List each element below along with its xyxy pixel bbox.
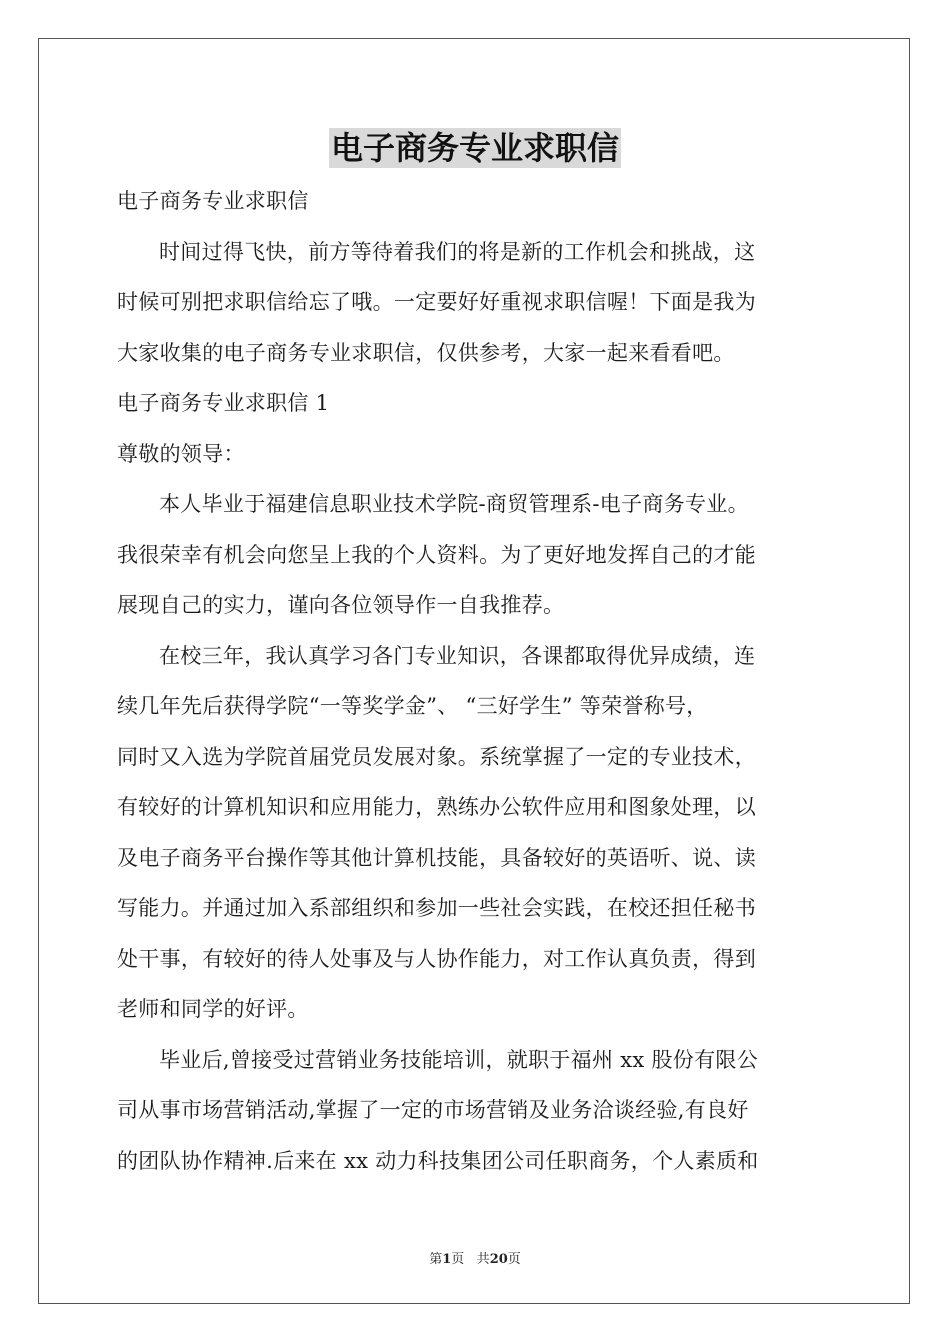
- body-line-2: 时间过得飞快，前方等待着我们的将是新的工作机会和挑战，这: [159, 239, 756, 264]
- body-line-16: 处干事，有较好的待人处事及与人协作能力，对工作认真负责，得到: [117, 946, 756, 971]
- page-footer: [0, 1248, 950, 1267]
- body-line-11: 续几年先后获得学院“一等奖学金”、 “三好学生” 等荣誉称号，: [117, 694, 708, 718]
- total-suffix: 页: [507, 1252, 521, 1267]
- body-line-14: 及电子商务平台操作等其他计算机技能，具备较好的英语听、说、读: [117, 845, 756, 870]
- body-line-4: 大家收集的电子商务专业求职信，仅供参考，大家一起来看看吧。: [117, 340, 735, 365]
- body-line-10: 在校三年，我认真学习各门专业知识，各课都取得优异成绩，连: [159, 643, 756, 668]
- page-number: 1: [442, 1252, 452, 1267]
- page-suffix: 页: [451, 1252, 465, 1267]
- body-line-19: 司从事市场营销活动,掌握了一定的市场营销及业务洽谈经验,有良好: [117, 1098, 749, 1122]
- document-title: 电子商务专业求职信: [330, 129, 619, 167]
- body-line-18: 毕业后,曾接受过营销业务技能培训，就职于福州 xx 股份有限公: [159, 1047, 759, 1072]
- body-line-7: 本人毕业于福建信息职业技术学院-商贸管理系-电子商务专业。: [159, 492, 749, 516]
- body-line-1: 电子商务专业求职信: [117, 189, 309, 213]
- total-prefix: 共: [476, 1252, 490, 1267]
- body-line-12: 同时又入选为学院首届党员发展对象。系统掌握了一定的专业技术，: [117, 744, 756, 769]
- title-container: [0, 128, 950, 168]
- body-line-13: 有较好的计算机知识和应用能力，熟练办公软件应用和图象处理，以: [117, 795, 756, 819]
- body-line-20: 的团队协作精神.后来在 xx 动力科技集团公司任职商务，个人素质和: [117, 1148, 759, 1173]
- body-line-15: 写能力。并通过加入系部组织和参加一些社会实践，在校还担任秘书: [117, 896, 756, 920]
- document-body: [117, 176, 833, 1186]
- body-line-5: 电子商务专业求职信 1: [117, 391, 330, 415]
- body-line-17: 老师和同学的好评。: [117, 997, 309, 1021]
- body-line-9: 展现自己的实力，谨向各位领导作一自我推荐。: [117, 593, 565, 617]
- body-line-3: 时候可别把求职信给忘了哦。一定要好好重视求职信喔！下面是我为: [117, 290, 756, 314]
- page-prefix: 第: [429, 1252, 443, 1267]
- body-line-8: 我很荣幸有机会向您呈上我的个人资料。为了更好地发挥自己的才能: [117, 542, 756, 567]
- total-pages: 20: [489, 1252, 508, 1267]
- body-line-6: 尊敬的领导：: [117, 441, 245, 466]
